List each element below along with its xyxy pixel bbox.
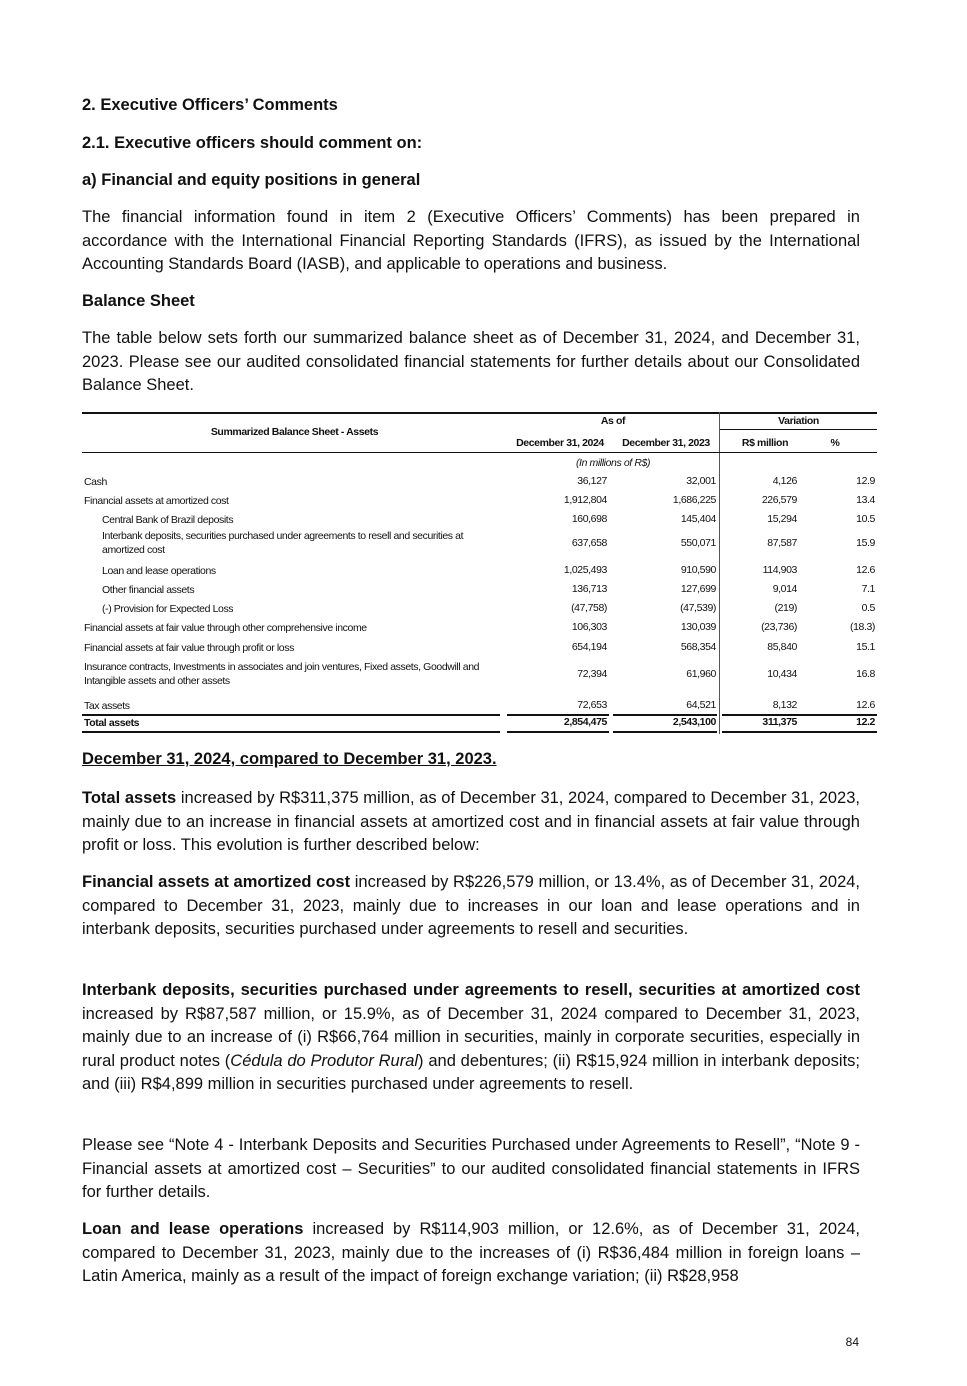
table-row <box>82 641 877 655</box>
interbank-term: Interbank deposits, securities purchased under agreements to resell, securities at amortized cost <box>82 981 860 999</box>
table-title: Summarized Balance Sheet - Assets <box>210 426 379 438</box>
value-2024: 136,713 <box>571 583 607 595</box>
interbank-text-1: increased by R$87,587 million, or 15.9%, as of December 31, 2024 compared to December 31, 2023, mainly due to an increase of (i) R$66,764 million in securities, mainly in corporate securities, especially in rural product notes ( <box>82 1004 860 1070</box>
value-2024: 106,303 <box>571 621 607 633</box>
table-row <box>82 564 877 578</box>
row-label: Tax assets <box>84 700 130 712</box>
total-assets-paragraph <box>82 787 860 858</box>
variation-amount: 8,132 <box>772 699 797 711</box>
variation-amount: 114,903 <box>762 564 797 576</box>
variation-amount: (219) <box>774 602 797 614</box>
loans-term: Loan and lease operations <box>82 1220 304 1238</box>
variation-amount: 15,294 <box>767 513 797 525</box>
variation-amount: 87,587 <box>767 537 797 549</box>
table-row <box>82 660 877 690</box>
row-label: Financial assets at fair value through other comprehensive income <box>84 622 367 634</box>
units-note: (In millions of R$) <box>575 457 651 469</box>
row-label: Other financial assets <box>102 584 195 596</box>
total-assets-term: Total assets <box>82 789 177 807</box>
comparison-heading: December 31, 2024, compared to December 31, 2023. <box>82 750 497 768</box>
item-heading: a) Financial and equity positions in general <box>82 171 421 189</box>
value-2024: 160,698 <box>571 513 607 525</box>
value-2024: 637,658 <box>571 537 607 549</box>
value-2023: 130,039 <box>680 621 716 633</box>
interbank-paragraph <box>82 979 860 1097</box>
value-2023: 145,404 <box>680 513 716 525</box>
variation-percent: 15.1 <box>856 641 875 653</box>
table-row <box>82 529 877 559</box>
value-2023: 64,521 <box>686 699 716 711</box>
row-label: Total assets <box>84 717 140 729</box>
subsection-heading: 2.1. Executive officers should comment on: <box>82 134 423 152</box>
page-number: 84 <box>845 1335 859 1349</box>
col-header-percent: % <box>830 437 840 449</box>
variation-amount: 311,375 <box>762 716 797 728</box>
value-2024: 2,854,475 <box>563 716 607 728</box>
variation-amount: 4,126 <box>772 475 797 487</box>
variation-amount: 10,434 <box>767 668 797 680</box>
interbank-text-2: ) and debentures; (ii) R$15,924 million in interbank deposits; and (iii) R$4,899 million in securities purchased under agreements to resell. <box>82 1051 860 1093</box>
amortized-cost-paragraph <box>82 871 860 942</box>
variation-percent: 13.4 <box>856 494 875 506</box>
amortized-cost-text: increased by R$226,579 million, or 13.4%, as of December 31, 2024, compared to December 31, 2023, mainly due to increases in our loan and lease operations and in interbank deposits, securities purchased under agreements to resell and securities. <box>82 873 861 938</box>
total-rule <box>613 731 717 733</box>
col-header-2023: December 31, 2023 <box>622 437 710 449</box>
table-row <box>82 583 877 597</box>
value-2023: 2,543,100 <box>672 716 716 728</box>
variation-header: Variation <box>778 415 819 427</box>
header-rule <box>82 452 877 453</box>
variation-percent: 0.5 <box>861 602 875 614</box>
total-assets-text: increased by R$311,375 million, as of December 31, 2024, compared to December 31, 2023, mainly due to an increase in financial assets at amortized cost and in financial assets at fair value through profit or loss. This evolution is further described below: <box>82 789 860 854</box>
table-row <box>82 602 877 616</box>
as-of-header: As of <box>600 415 626 427</box>
total-rule <box>82 714 500 716</box>
variation-percent: 12.2 <box>856 716 875 728</box>
total-rule <box>722 714 877 716</box>
variation-percent: 10.5 <box>856 513 875 525</box>
value-2023: 61,960 <box>686 668 716 680</box>
row-label: Cash <box>84 476 107 488</box>
table-total-row <box>82 716 877 730</box>
balance-sheet-heading: Balance Sheet <box>82 292 195 310</box>
variation-amount: 9,014 <box>772 583 797 595</box>
value-2024: (47,758) <box>571 602 607 614</box>
total-rule <box>507 714 609 716</box>
table-row <box>82 475 877 489</box>
total-rule <box>613 714 717 716</box>
row-label: Central Bank of Brazil deposits <box>102 514 234 526</box>
value-2023: 127,699 <box>680 583 716 595</box>
value-2023: 32,001 <box>686 475 716 487</box>
row-label: Financial assets at amortized cost <box>84 495 229 507</box>
value-2024: 1,025,493 <box>563 564 607 576</box>
value-2023: 1,686,225 <box>672 494 716 506</box>
row-label: Interbank deposits, securities purchased under agreements to resell and securities at amortized cost <box>102 530 464 556</box>
row-label: Loan and lease operations <box>102 565 216 577</box>
section-heading: 2. Executive Officers’ Comments <box>82 96 338 114</box>
variation-rule <box>720 429 877 430</box>
table-top-rule <box>82 412 877 414</box>
variation-amount: 226,579 <box>761 494 797 506</box>
variation-percent: 15.9 <box>856 537 875 549</box>
table-row <box>82 699 877 713</box>
row-label: (-) Provision for Expected Loss <box>102 603 234 615</box>
variation-percent: 12.9 <box>856 475 875 487</box>
total-rule <box>722 731 877 733</box>
total-rule <box>82 731 500 733</box>
table-intro-paragraph: The table below sets forth our summarized balance sheet as of December 31, 2024, and December 31, 2023. Please see our audited consolidated financial statements for further details about our Consolidated Balance Sheet. <box>82 329 860 394</box>
value-2024: 654,194 <box>571 641 607 653</box>
value-2023: 550,071 <box>680 537 716 549</box>
variation-percent: 12.6 <box>856 699 875 711</box>
loans-paragraph <box>82 1218 860 1289</box>
col-header-rs-million: R$ million <box>741 437 789 449</box>
col-header-2024: December 31, 2024 <box>516 437 604 449</box>
notes-paragraph: Please see “Note 4 - Interbank Deposits and Securities Purchased under Agreements to Resell”, “Note 9 - Financial assets at amortized cost – Securities” to our audited consolidated financial statements in IFRS for further details. <box>82 1136 860 1201</box>
variation-amount: (23,736) <box>761 621 797 633</box>
variation-percent: 7.1 <box>861 583 875 595</box>
value-2023: (47,539) <box>680 602 716 614</box>
variation-amount: 85,840 <box>767 641 797 653</box>
variation-percent: 12.6 <box>856 564 875 576</box>
variation-percent: 16.8 <box>856 668 875 680</box>
loans-text: increased by R$114,903 million, or 12.6%, as of December 31, 2024, compared to December 31, 2023, mainly due to the increases of (i) R$36,484 million in foreign loans – Latin America, mainly as a result of the impact of foreign exchange variation; (ii) R$28,958 <box>82 1220 860 1285</box>
table-row <box>82 621 877 635</box>
value-2024: 1,912,804 <box>563 494 607 506</box>
value-2023: 910,590 <box>680 564 716 576</box>
row-label: Insurance contracts, Investments in associates and join ventures, Fixed assets, Goodwill and Intangible assets and other assets <box>84 661 480 687</box>
variation-percent: (18.3) <box>849 621 875 633</box>
row-label: Financial assets at fair value through profit or loss <box>84 642 294 654</box>
total-rule <box>507 731 609 733</box>
value-2023: 568,354 <box>680 641 716 653</box>
value-2024: 36,127 <box>577 475 607 487</box>
table-row <box>82 494 877 508</box>
table-row <box>82 513 877 527</box>
value-2024: 72,394 <box>577 668 607 680</box>
amortized-cost-term: Financial assets at amortized cost <box>82 873 351 891</box>
intro-paragraph: The financial information found in item 2 (Executive Officers’ Comments) has been prepared in accordance with the International Financial Reporting Standards (IFRS), as issued by the International Accounting Standards Board (IASB), and applicable to operations and business. <box>82 208 860 273</box>
value-2024: 72,653 <box>577 699 607 711</box>
interbank-italic: Cédula do Produtor Rural <box>230 1051 419 1070</box>
